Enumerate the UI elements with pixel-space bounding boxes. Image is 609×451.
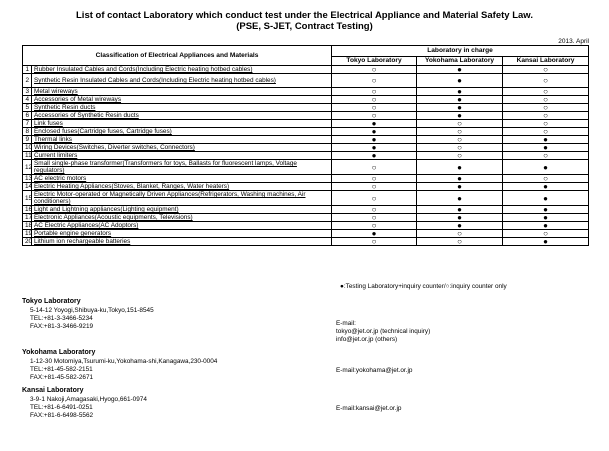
kansai-mark: ○ bbox=[503, 96, 589, 104]
yokohama-address: 1-12-30 Motomiya,Tsurumi-ku,Yokohama-shi,Kanagawa,230-0004 bbox=[30, 358, 218, 365]
kansai-address: 3-9-1 Nakoji,Amagasaki,Hyogo,661-0974 bbox=[30, 396, 147, 403]
row-number: 15 bbox=[23, 191, 32, 206]
appliance-name: Synthetic Resin ducts bbox=[32, 104, 332, 112]
kansai-mark: ● bbox=[503, 238, 589, 246]
tokyo-tel: TEL:+81-3-3466-5234 bbox=[30, 315, 93, 322]
tokyo-mark: ● bbox=[332, 152, 417, 160]
row-number: 9 bbox=[23, 136, 32, 144]
yokohama-mark: ○ bbox=[417, 230, 503, 238]
table-row bbox=[23, 66, 589, 74]
tokyo-mark: ● bbox=[332, 230, 417, 238]
table-row bbox=[23, 128, 589, 136]
tokyo-mark: ○ bbox=[332, 238, 417, 246]
kansai-mark: ○ bbox=[503, 104, 589, 112]
row-number: 6 bbox=[23, 112, 32, 120]
table-row bbox=[23, 74, 589, 88]
table-row bbox=[23, 206, 589, 214]
appliance-name: Link fuses bbox=[32, 120, 332, 128]
yokohama-mark: ● bbox=[417, 175, 503, 183]
appliance-name: Electric Motor-operated or Magnetically Driven Appliances(Refrigerators, Washing machines, Air conditioners) bbox=[32, 191, 332, 206]
kansai-contact bbox=[22, 387, 147, 420]
tokyo-contact bbox=[22, 298, 154, 331]
row-number: 8 bbox=[23, 128, 32, 136]
kansai-mark: ○ bbox=[503, 152, 589, 160]
yokohama-mark: ● bbox=[417, 88, 503, 96]
appliance-name: AC Electric Appliances(AC Adoptors) bbox=[32, 222, 332, 230]
yokohama-mark: ● bbox=[417, 191, 503, 206]
kansai-mark: ● bbox=[503, 183, 589, 191]
appliance-name: Enclosed fuses(Cartridge fuses, Cartridge fuses) bbox=[32, 128, 332, 136]
tokyo-email-technical[interactable]: tokyo@jet.or.jp (technical inquiry) bbox=[336, 328, 431, 335]
tokyo-address: 5-14-12 Yoyogi,Shibuya-ku,Tokyo,151-8545 bbox=[30, 307, 154, 314]
tokyo-email bbox=[336, 320, 430, 344]
yokohama-mark: ● bbox=[417, 214, 503, 222]
tokyo-mark: ○ bbox=[332, 104, 417, 112]
tokyo-email-others[interactable]: info@jet.or.jp (others) bbox=[336, 336, 398, 343]
tokyo-mark: ● bbox=[332, 128, 417, 136]
document-date: 2013. April bbox=[558, 38, 589, 45]
yokohama-mark: ○ bbox=[417, 128, 503, 136]
kansai-mark: ● bbox=[503, 160, 589, 175]
row-number: 1 bbox=[23, 66, 32, 74]
table-row bbox=[23, 120, 589, 128]
kansai-mark: ● bbox=[503, 191, 589, 206]
table-row bbox=[23, 191, 589, 206]
kansai-mark: ○ bbox=[503, 74, 589, 88]
tokyo-mark: ○ bbox=[332, 175, 417, 183]
tokyo-mark: ○ bbox=[332, 206, 417, 214]
yokohama-mark: ● bbox=[417, 206, 503, 214]
kansai-mark: ○ bbox=[503, 175, 589, 183]
table-row bbox=[23, 144, 589, 152]
yokohama-mark: ● bbox=[417, 66, 503, 74]
appliance-name: Synthetic Resin Insulated Cables and Cords(Including Electric heating hotbed cables) bbox=[32, 74, 332, 88]
row-number: 20 bbox=[23, 238, 32, 246]
yokohama-mark: ● bbox=[417, 74, 503, 88]
yokohama-mark: ○ bbox=[417, 136, 503, 144]
appliance-name: Portable engine generators bbox=[32, 230, 332, 238]
yokohama-column-header: Yokohama Laboratory bbox=[417, 56, 503, 65]
row-number: 7 bbox=[23, 120, 32, 128]
kansai-mark: ○ bbox=[503, 128, 589, 136]
document-subtitle: (PSE, S-JET, Contract Testing) bbox=[236, 21, 373, 32]
kansai-mark: ● bbox=[503, 214, 589, 222]
row-number: 16 bbox=[23, 206, 32, 214]
kansai-mark: ○ bbox=[503, 230, 589, 238]
table-row bbox=[23, 160, 589, 175]
document-title: List of contact Laboratory which conduct test under the Electrical Appliance and Material Safety Law. bbox=[76, 10, 533, 21]
kansai-mark: ● bbox=[503, 136, 589, 144]
tokyo-column-header: Tokyo Laboratory bbox=[332, 56, 417, 65]
kansai-mark: ○ bbox=[503, 112, 589, 120]
laboratory-table bbox=[22, 45, 589, 246]
kansai-tel: TEL:+81-6-6491-0251 bbox=[30, 404, 93, 411]
legend: ●:Testing Laboratory+inquiry counter/○:inquiry counter only bbox=[340, 283, 507, 290]
table-row bbox=[23, 136, 589, 144]
row-number: 11 bbox=[23, 152, 32, 160]
kansai-mark: ● bbox=[503, 206, 589, 214]
tokyo-mark: ● bbox=[332, 136, 417, 144]
yokohama-mark: ○ bbox=[417, 120, 503, 128]
yokohama-mark: ● bbox=[417, 104, 503, 112]
appliance-name: Lithium ion rechargeable batteries bbox=[32, 238, 332, 246]
table-row bbox=[23, 222, 589, 230]
yokohama-mark: ● bbox=[417, 112, 503, 120]
appliance-name: Electric Heating Appliances(Stoves, Blanket, Ranges, Water heaters) bbox=[32, 183, 332, 191]
tokyo-mark: ● bbox=[332, 144, 417, 152]
tokyo-mark: ○ bbox=[332, 112, 417, 120]
tokyo-fax: FAX:+81-3-3466-9219 bbox=[30, 323, 94, 330]
kansai-mark: ○ bbox=[503, 120, 589, 128]
row-number: 14 bbox=[23, 183, 32, 191]
row-number: 13 bbox=[23, 175, 32, 183]
table-row bbox=[23, 112, 589, 120]
appliance-name: Rubber Insulated Cables and Cords(Including Electric heating hotbed cables) bbox=[32, 66, 332, 74]
tokyo-mark: ○ bbox=[332, 96, 417, 104]
tokyo-email-label: E-mail: bbox=[336, 320, 356, 327]
tokyo-mark: ○ bbox=[332, 222, 417, 230]
row-number: 18 bbox=[23, 222, 32, 230]
tokyo-lab-name: Tokyo Laboratory bbox=[22, 298, 81, 305]
yokohama-mark: ● bbox=[417, 96, 503, 104]
yokohama-mark: ● bbox=[417, 183, 503, 191]
table-row bbox=[23, 88, 589, 96]
yokohama-contact bbox=[22, 349, 217, 382]
appliance-name: Wiring Devices(Switches, Diverter switches, Connectors) bbox=[32, 144, 332, 152]
tokyo-mark: ○ bbox=[332, 191, 417, 206]
table-row bbox=[23, 238, 589, 246]
kansai-lab-name: Kansai Laboratory bbox=[22, 387, 84, 394]
row-number: 17 bbox=[23, 214, 32, 222]
tokyo-mark: ○ bbox=[332, 74, 417, 88]
row-number: 2 bbox=[23, 74, 32, 88]
table-row bbox=[23, 104, 589, 112]
appliance-name: Accessories of Synthetic Resin ducts bbox=[32, 112, 332, 120]
yokohama-email[interactable]: E-mail:yokohama@jet.or.jp bbox=[336, 367, 413, 374]
yokohama-mark: ● bbox=[417, 222, 503, 230]
yokohama-lab-name: Yokohama Laboratory bbox=[22, 349, 96, 356]
table-row bbox=[23, 214, 589, 222]
classification-header: Classification of Electrical Appliances and Materials bbox=[23, 46, 332, 66]
appliance-name: Electronic Appliances(Acoustic equipments, Televisions) bbox=[32, 214, 332, 222]
yokohama-mark: ○ bbox=[417, 144, 503, 152]
laboratory-group-header: Laboratory in charge bbox=[332, 46, 589, 57]
table-row bbox=[23, 183, 589, 191]
row-number: 10 bbox=[23, 144, 32, 152]
row-number: 3 bbox=[23, 88, 32, 96]
tokyo-mark: ○ bbox=[332, 66, 417, 74]
tokyo-mark: ● bbox=[332, 120, 417, 128]
kansai-fax: FAX:+81-6-6498-5562 bbox=[30, 412, 94, 419]
kansai-mark: ○ bbox=[503, 88, 589, 96]
appliance-name: Accessories of Metal wireways bbox=[32, 96, 332, 104]
kansai-email[interactable]: E-mail:kansai@jet.or.jp bbox=[336, 405, 402, 412]
tokyo-mark: ○ bbox=[332, 183, 417, 191]
appliance-name: Small single-phase transformer(Transformers for toys, Ballasts for fluorescent lamps, Voltage regulators) bbox=[32, 160, 332, 175]
appliance-name: Metal wireways bbox=[32, 88, 332, 96]
kansai-mark: ○ bbox=[503, 66, 589, 74]
tokyo-mark: ○ bbox=[332, 214, 417, 222]
row-number: 4 bbox=[23, 96, 32, 104]
appliance-name: Thermal links bbox=[32, 136, 332, 144]
tokyo-mark: ○ bbox=[332, 88, 417, 96]
yokohama-tel: TEL:+81-45-582-2151 bbox=[30, 366, 93, 373]
table-row bbox=[23, 96, 589, 104]
table-row bbox=[23, 175, 589, 183]
appliance-name: Current limiters bbox=[32, 152, 332, 160]
row-number: 19 bbox=[23, 230, 32, 238]
row-number: 5 bbox=[23, 104, 32, 112]
tokyo-mark: ○ bbox=[332, 160, 417, 175]
table-row bbox=[23, 230, 589, 238]
yokohama-mark: ○ bbox=[417, 238, 503, 246]
kansai-mark: ● bbox=[503, 144, 589, 152]
kansai-column-header: Kansai Laboratory bbox=[503, 56, 589, 65]
kansai-mark: ● bbox=[503, 222, 589, 230]
yokohama-fax: FAX:+81-45-582-2671 bbox=[30, 374, 94, 381]
appliance-name: Light and Lightning appliances(Lighting equipment) bbox=[32, 206, 332, 214]
yokohama-mark: ○ bbox=[417, 152, 503, 160]
table-row bbox=[23, 152, 589, 160]
row-number: 12 bbox=[23, 160, 32, 175]
appliance-name: AC electric motors bbox=[32, 175, 332, 183]
yokohama-mark: ● bbox=[417, 160, 503, 175]
